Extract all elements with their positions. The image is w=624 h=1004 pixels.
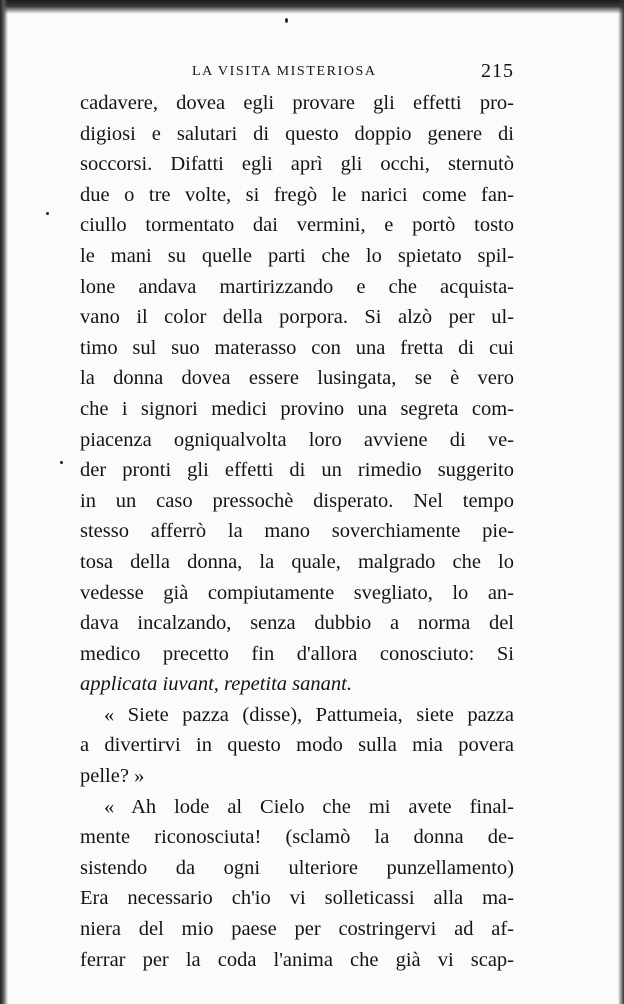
text-line: Era necessario ch'io vi solleticassi alla ma-	[80, 887, 514, 910]
text-line: der pronti gli effetti di un rimedio suggerito	[80, 459, 514, 482]
text-line: tosa della donna, la quale, malgrado che lo	[80, 550, 514, 573]
text-line: in un caso pressochè disperato. Nel tempo	[80, 489, 514, 512]
latin-quote-line: applicata iuvant, repetita sanant.	[80, 673, 352, 696]
scan-edge-left	[0, 0, 8, 1004]
text-line: vedesse già compiutamente svegliato, lo an-	[80, 581, 514, 604]
text-line: piacenza ogniqualvolta loro avviene di ve-	[80, 428, 514, 451]
scan-speck	[46, 212, 49, 215]
text-line: ferrar per la coda l'anima che già vi scap-	[80, 948, 514, 971]
text-line: vano il color della porpora. Si alzò per ul-	[80, 306, 514, 329]
text-line: a divertirvi in questo modo sulla mia povera	[80, 734, 514, 757]
body-text	[80, 88, 514, 975]
text-line: dava incalzando, senza dubbio a norma del	[80, 612, 514, 635]
text-line: soccorsi. Difatti egli aprì gli occhi, sternutò	[80, 153, 514, 176]
text-line: le mani su quelle parti che lo spietato spil-	[80, 244, 514, 267]
text-line: due o tre volte, si fregò le narici come fan-	[80, 183, 514, 206]
text-line: digiosi e salutari di questo doppio genere di	[80, 122, 514, 145]
text-line: la donna dovea essere lusingata, se è vero	[80, 367, 514, 390]
text-line: pelle? »	[80, 765, 145, 788]
page-header	[80, 62, 514, 86]
text-line: sistendo da ogni ulteriore punzellamento)	[80, 856, 514, 879]
text-line: « Ah lode al Cielo che mi avete final-	[104, 795, 514, 818]
scan-speck	[60, 461, 63, 464]
text-line: medico precetto fin d'allora conosciuto: Si	[80, 642, 514, 665]
scan-edge-right	[618, 0, 624, 1004]
text-line: niera del mio paese per costringervi ad af-	[80, 918, 514, 941]
running-title: LA VISITA MISTERIOSA	[192, 64, 377, 79]
text-line: ciullo tormentato dai vermini, e portò tosto	[80, 214, 514, 237]
scan-edge-top	[0, 0, 624, 14]
text-line: mente riconosciuta! (sclamò la donna de-	[80, 826, 514, 849]
text-line: cadavere, dovea egli provare gli effetti pro-	[80, 92, 514, 114]
text-line: timo sul suo materasso con una fretta di cui	[80, 336, 514, 359]
text-line: che i signori medici provino una segreta com-	[80, 397, 514, 420]
scan-speck	[285, 18, 288, 23]
text-line: lone andava martirizzando e che acquista-	[80, 275, 514, 298]
page-number: 215	[481, 60, 514, 82]
text-line: « Siete pazza (disse), Pattumeia, siete pazza	[104, 703, 514, 726]
text-line: stesso afferrò la mano soverchiamente pie-	[80, 520, 514, 543]
